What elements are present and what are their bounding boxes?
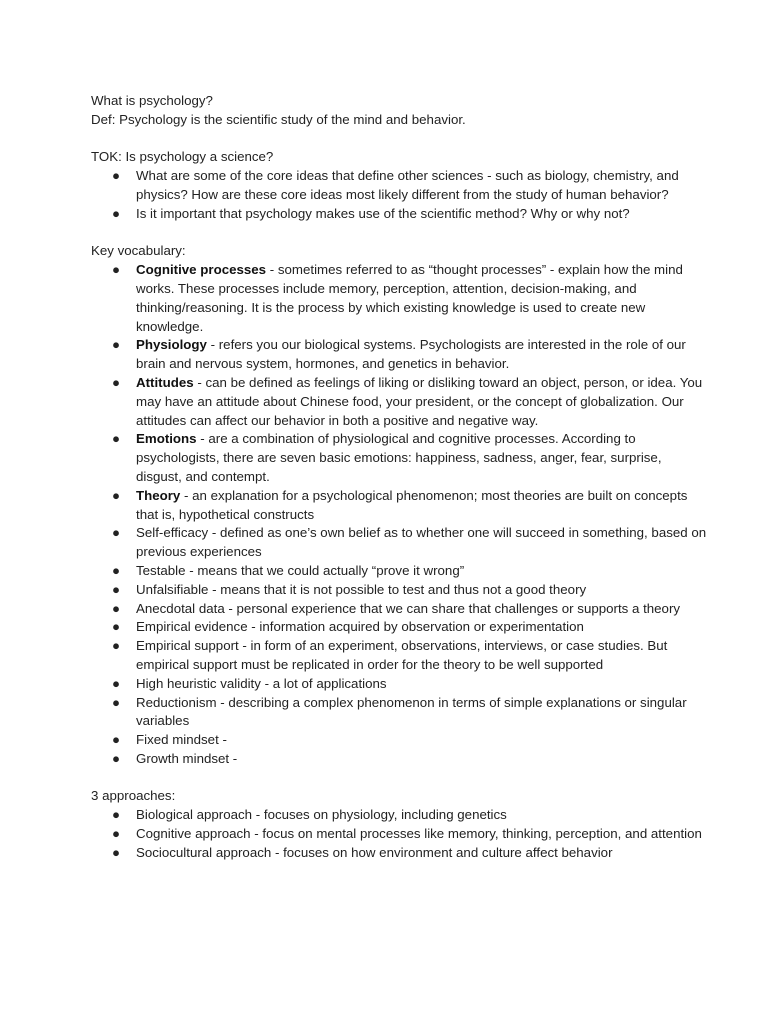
vocab-term: Physiology (136, 337, 207, 353)
bullet-icon: ● (112, 638, 121, 654)
vocab-term: Theory (136, 487, 181, 503)
vocab-item (91, 731, 708, 750)
list-item (91, 844, 708, 863)
spacer (91, 769, 708, 788)
bullet-icon: ● (112, 600, 121, 616)
vocab-item (91, 600, 708, 619)
vocab-text: - can be defined as feelings of liking or disliking toward an object, person, or idea. You may have an attitude about Chinese food, your president, or the concept of globalization. Our attitudes can affect our behavior in both a positive and negative way. (136, 374, 703, 428)
vocab-item (91, 750, 708, 769)
vocab-text: Empirical support - in form of an experiment, observations, interviews, or case studies. But empirical support must be replicated in order for the theory to be well supported (136, 638, 668, 672)
bullet-icon: ● (112, 262, 121, 278)
vocab-text: - refers you our biological systems. Psychologists are interested in the role of our brain and nervous system, hormones, and genetics in behavior. (136, 337, 686, 372)
bullet-icon: ● (112, 431, 121, 447)
list-item-text: Biological approach - focuses on physiology, including genetics (136, 807, 507, 823)
vocab-text: Reductionism - describing a complex phenomenon in terms of simple explanations or singular variables (136, 694, 687, 729)
vocab-text: Self-efficacy - defined as one’s own belief as to whether one will succeed in something, based on previous experiences (136, 525, 707, 560)
bullet-icon: ● (112, 525, 121, 541)
vocab-text: Anecdotal data - personal experience that we can share that challenges or supports a theory (136, 600, 681, 616)
vocab-text: - are a combination of physiological and cognitive processes. According to psychologists, there are seven basic emotions: happiness, sadness, anger, fear, surprise, disgust, and contempt. (136, 431, 662, 484)
approaches-list (91, 806, 708, 862)
vocab-item (91, 675, 708, 694)
bullet-icon: ● (112, 619, 121, 635)
bullet-icon: ● (112, 487, 121, 503)
vocab-term: Emotions (136, 431, 197, 447)
vocab-item (91, 694, 708, 732)
list-item-text: What are some of the core ideas that define other sciences - such as biology, chemistry, and physics? How are these core ideas most likely different from the study of human behavior? (136, 168, 679, 202)
vocab-text: - sometimes referred to as “thought processes” - explain how the mind works. These processes include memory, perception, attention, decision-making, and thinking/reasoning. It is the process by which existing knowledge is used to create new knowledge. (136, 262, 683, 334)
list-item (91, 825, 708, 844)
vocab-text: Testable - means that we could actually “prove it wrong” (136, 562, 465, 578)
vocab-item (91, 562, 708, 581)
bullet-icon: ● (112, 694, 121, 710)
list-item-text: Cognitive approach - focus on mental processes like memory, thinking, perception, and attention (136, 826, 702, 842)
vocab-text: High heuristic validity - a lot of applications (136, 675, 387, 691)
vocab-heading: Key vocabulary: (91, 243, 186, 259)
vocab-text: Growth mindset - (136, 750, 238, 766)
vocab-item (91, 524, 708, 562)
vocab-list (91, 261, 708, 769)
bullet-icon: ● (112, 581, 121, 597)
tok-heading: TOK: Is psychology a science? (91, 149, 274, 165)
vocab-text: Empirical evidence - information acquired by observation or experimentation (136, 619, 584, 635)
bullet-icon: ● (112, 807, 121, 823)
intro-question: What is psychology? (91, 93, 213, 108)
spacer (91, 224, 708, 243)
spacer (91, 130, 708, 149)
list-item (91, 806, 708, 825)
vocab-text: - an explanation for a psychological phenomenon; most theories are built on concepts that is, hypothetical constructs (136, 487, 688, 522)
bullet-icon: ● (112, 732, 121, 748)
list-item (91, 167, 708, 205)
vocab-item (91, 637, 708, 675)
vocab-text: Fixed mindset - (136, 732, 227, 748)
list-item (91, 205, 708, 224)
bullet-icon: ● (112, 337, 121, 353)
list-item-text: Sociocultural approach - focuses on how environment and culture affect behavior (136, 844, 613, 860)
bullet-icon: ● (112, 750, 121, 766)
vocab-item (91, 261, 708, 336)
vocab-item (91, 336, 708, 374)
approaches-heading: 3 approaches: (91, 788, 176, 804)
bullet-icon: ● (112, 205, 121, 221)
vocab-item (91, 374, 708, 430)
bullet-icon: ● (112, 374, 121, 390)
vocab-item (91, 487, 708, 525)
bullet-icon: ● (112, 844, 121, 860)
tok-list (91, 167, 708, 223)
vocab-term: Attitudes (136, 374, 194, 390)
bullet-icon: ● (112, 168, 121, 184)
vocab-text: Unfalsifiable - means that it is not possible to test and thus not a good theory (136, 581, 587, 597)
bullet-icon: ● (112, 675, 121, 691)
vocab-item (91, 430, 708, 486)
vocab-item (91, 618, 708, 637)
bullet-icon: ● (112, 826, 121, 842)
list-item-text: Is it important that psychology makes use of the scientific method? Why or why not? (136, 205, 630, 221)
vocab-item (91, 581, 708, 600)
intro-definition: Def: Psychology is the scientific study of the mind and behavior. (91, 111, 466, 127)
vocab-term: Cognitive processes (136, 262, 267, 278)
bullet-icon: ● (112, 562, 121, 578)
